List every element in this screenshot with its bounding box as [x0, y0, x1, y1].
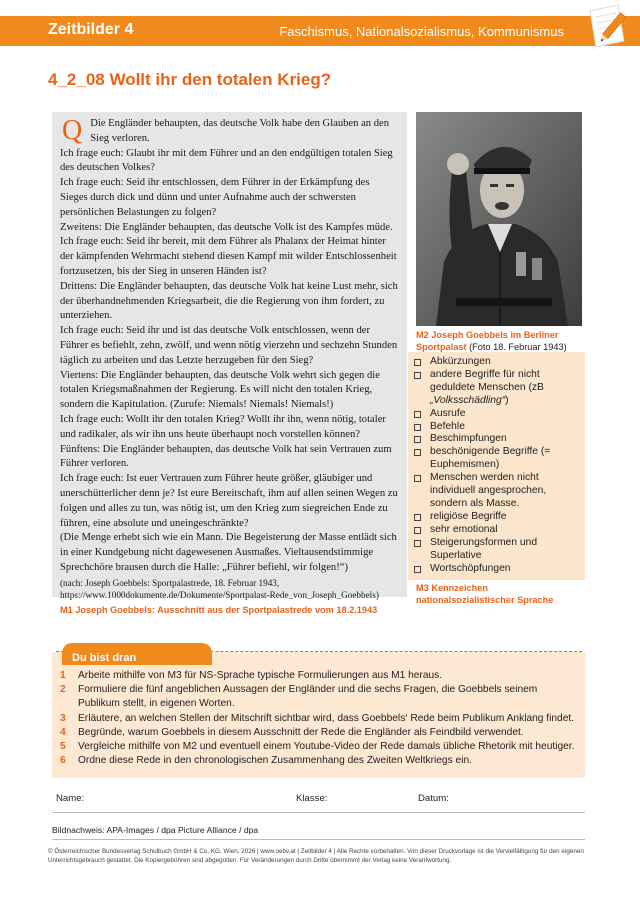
checkbox-icon	[414, 411, 421, 418]
m2-caption-date: (Foto 18. Februar 1943)	[466, 342, 567, 352]
drop-cap: Q	[62, 115, 83, 146]
speech-paragraph: Ich frage euch: Seid ihr entschlossen, dem Führer in der Erkämpfung des Sieges durch dick und dünn und unter Aufnahme auch der schwersten persönlichen Belastungen zu folgen?	[60, 177, 370, 218]
task-box	[52, 652, 585, 778]
chapter-topic: Faschismus, Nationalsozialismus, Kommunismus	[279, 24, 564, 39]
speech-paragraph: Die Engländer behaupten, das deutsche Volk habe den Glauben an den Sieg verloren.	[90, 118, 390, 144]
m3-language-checklist	[408, 352, 585, 580]
name-field-label: Name:	[56, 793, 85, 804]
checklist-item: Abkürzungen	[414, 356, 585, 369]
task-title: Du bist dran	[72, 652, 137, 664]
task-item: 3 Erläutere, an welchen Stellen der Mitschrift sichtbar wird, dass Goebbels‘ Rede beim Publikum Anklang findet.	[60, 712, 575, 724]
m2-caption-bold: M2 Joseph Goebbels im Berliner Sportpalast	[416, 330, 559, 352]
m3-caption: M3 Kennzeichen nationalsozialistischer Sprache	[416, 583, 554, 605]
speech-paragraph: Ich frage euch: Ist euer Vertrauen zum Führer heute größer, gläubiger und unerschütterlicher denn je? Ist eure Bereitschaft, ihm auf allen seinen Wegen zu folgen und alles zu tun, was nötig ist, um den Krieg zum siegreichen Ende zu führen, eine absolute und uneingeschränkte?	[60, 473, 398, 529]
checklist-item: Wortschöpfungen	[414, 563, 585, 576]
m2-caption	[416, 329, 586, 353]
header-bar	[0, 16, 640, 46]
checklist-item: beschönigende Begriffe (= Euphemismen)	[414, 446, 585, 472]
class-field-label: Klasse:	[296, 793, 328, 804]
checklist-item: andere Begriffe für nicht geduldete Menschen (zB „Volksschädling“)	[414, 369, 585, 408]
m1-speech-excerpt	[52, 112, 407, 600]
checklist-item: sehr emotional	[414, 524, 585, 537]
speech-paragraph: Ich frage euch: Wollt ihr den totalen Krieg? Wollt ihr ihn, wenn nötig, totaler und radikaler, als wir ihn uns heute überhaupt noch vorstellen können?	[60, 413, 386, 440]
speech-paragraph: Fünftens: Die Engländer behaupten, das deutsche Volk hat sein Vertrauen zum Führer verloren.	[60, 443, 392, 470]
checkbox-icon	[414, 372, 421, 379]
page-title: 4_2_08 Wollt ihr den totalen Krieg?	[48, 70, 332, 89]
source-citation: (nach: Joseph Goebbels: Sportpalastrede, 18. Februar 1943, https://www.1000dokumente.de/Dokumente/Sportpalast-Rede_von_Joseph_Goebbels)	[60, 577, 379, 600]
paper-pencil-icon	[584, 3, 630, 51]
checklist-item: religiöse Begriffe	[414, 511, 585, 524]
checkbox-icon	[414, 449, 421, 456]
checkbox-icon	[414, 514, 421, 521]
book-title: Zeitbilder 4	[48, 21, 134, 38]
checklist-item: Menschen werden nicht individuell angesprochen, sondern als Masse.	[414, 472, 585, 511]
form-line	[52, 812, 585, 813]
date-field-label: Datum:	[418, 793, 449, 804]
image-credit: Bildnachweis: APA-Images / dpa Picture Alliance / dpa	[52, 825, 259, 835]
m1-caption: M1 Joseph Goebbels: Ausschnitt aus der Sportpalastrede vom 18.2.1943	[60, 605, 378, 615]
copyright-footer: © Österreichischer Bundesverlag Schulbuch GmbH & Co. KG, Wien, 2026 | www.oebv.at | Zeitbilder 4 | Alle Rechte vorbehalten. Von dieser Druckvorlage ist die Vervielfältigung für den eigenen Unterrichtsgebrauch gestattet. Die Kopiergebühren sind abgegolten. Für Veränderungen durch Dritte übernimmt der Verlag keine Verantwortung.	[48, 848, 584, 864]
checkbox-icon	[414, 566, 421, 573]
checklist-item: Beschimpfungen	[414, 433, 585, 446]
speech-paragraph: Viertens: Die Engländer behaupten, das deutsche Volk wehrt sich gegen die totalen Kriegsmaßnahmen der Regierung. Es will nicht den totalen Krieg, sondern die Kapitulation. (Zurufe: Niemals! Niemals! Niemals!)	[60, 369, 380, 411]
speech-paragraph: Drittens: Die Engländer behaupten, das deutsche Volk hat keine Lust mehr, sich der überhandnehmenden Kriegsarbeit, die die Regierung von ihm fordert, zu unterziehen.	[60, 280, 398, 322]
speech-paragraph: Ich frage euch: Seid ihr und ist das deutsche Volk entschlossen, wenn der Führer es befiehlt, zehn, zwölf, und wenn nötig vierzehn und sechzehn Stunden täglich zu arbeiten und das Letzte herzugeben für den Sieg?	[60, 325, 398, 366]
checkbox-icon	[414, 527, 421, 534]
checkbox-icon	[414, 436, 421, 443]
checkbox-icon	[414, 475, 421, 482]
checklist-item: Ausrufe	[414, 408, 585, 421]
speech-paragraph: (Die Menge erhebt sich wie ein Mann. Die Begeisterung der Masse entlädt sich in einer Kundgebung nicht dagewesenen Ausmaßes. Vieltausendstimmige Sprechchöre brausen durch die Halle: „Führer befiehl, wir folgen!“)	[60, 532, 397, 573]
speech-paragraph: Ich frage euch: Seid ihr bereit, mit dem Führer als Phalanx der Heimat hinter der kämpfenden Wehrmacht stehend diesen Kampf mit wilder Entschlossenheit fortzusetzen, bis der Sieg in unseren Händen ist?	[60, 236, 397, 277]
checkbox-icon	[414, 424, 421, 431]
divider	[52, 839, 585, 840]
checklist-item: Befehle	[414, 421, 585, 434]
speech-paragraph: Ich frage euch: Glaubt ihr mit dem Führer und an den endgültigen totalen Sieg des deutschen Volkes?	[60, 147, 393, 174]
checklist-item: Steigerungsformen und Superlative	[414, 537, 585, 563]
task-item: 1 Arbeite mithilfe von M3 für NS-Sprache typische Formulierungen aus M1 heraus.	[60, 670, 443, 681]
task-item: 2 Formuliere die fünf angeblichen Aussagen der Engländer und die sechs Fragen, die Goebbels seinem Publikum stellt, in eigenen Worten.	[60, 684, 538, 710]
task-list	[52, 669, 585, 768]
goebbels-photo	[416, 112, 582, 326]
task-item: 5 Vergleiche mithilfe von M2 und eventuell einem Youtube-Video der Rede damals übliche Rhetorik mit heutiger.	[60, 741, 575, 753]
checkbox-icon	[414, 359, 421, 366]
task-item: 6 Ordne diese Rede in den chronologischen Zusammenhang des Zweiten Weltkriegs ein.	[60, 755, 472, 767]
checkbox-icon	[414, 540, 421, 547]
speech-paragraph: Zweitens: Die Engländer behaupten, das deutsche Volk ist des Kampfes müde.	[60, 221, 393, 233]
task-item: 4 Begründe, warum Goebbels in diesem Ausschnitt der Rede die Engländer als Feindbild verwendet.	[60, 726, 524, 738]
